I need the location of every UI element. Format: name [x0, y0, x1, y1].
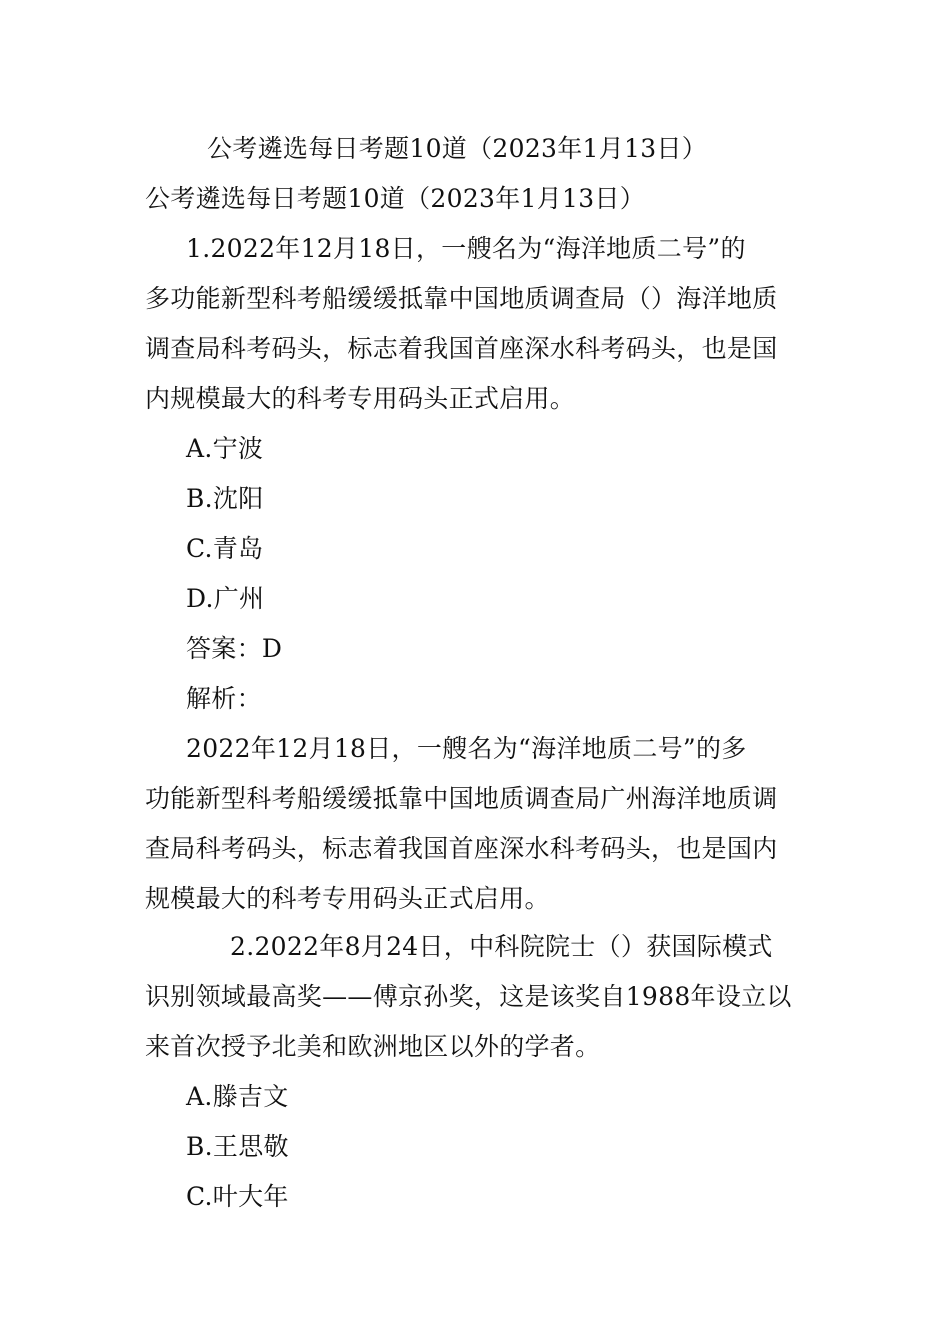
question-1-explanation-line: 2022年12月18日，一艘名为“海洋地质二号”的多: [186, 734, 747, 763]
question-1-explanation-line: 规模最大的科考专用码头正式启用。: [145, 884, 550, 913]
question-1-option-d: D.广州: [186, 584, 265, 613]
question-1-explanation-line: 查局科考码头，标志着我国首座深水科考码头，也是国内: [145, 834, 778, 863]
question-1-option-a: A.宁波: [186, 434, 264, 463]
question-2-option-a: A.滕吉文: [186, 1082, 289, 1111]
question-1-option-c: C.青岛: [186, 534, 264, 563]
question-1-text-line: 内规模最大的科考专用码头正式启用。: [145, 384, 576, 413]
question-2-text-line: 识别领域最高奖——傅京孙奖，这是该奖自1988年设立以: [145, 982, 792, 1011]
question-2-option-c: C.叶大年: [186, 1182, 289, 1211]
question-2-option-b: B.王思敬: [186, 1132, 289, 1161]
question-1-explanation-line: 功能新型科考船缓缓抵靠中国地质调查局广州海洋地质调: [145, 784, 778, 813]
question-2-text-line: 2.2022年8月24日，中科院院士（）获国际模式: [230, 932, 773, 961]
question-1-option-b: B.沈阳: [186, 484, 264, 513]
question-1-text-line: 调查局科考码头，标志着我国首座深水科考码头，也是国: [145, 334, 778, 363]
question-2-text-line: 来首次授予北美和欧洲地区以外的学者。: [145, 1032, 601, 1061]
question-1-text-line: 1.2022年12月18日，一艘名为“海洋地质二号”的: [186, 234, 746, 263]
question-1-text-line: 多功能新型科考船缓缓抵靠中国地质调查局（）海洋地质: [145, 284, 778, 313]
document-subtitle: 公考遴选每日考题10道（2023年1月13日）: [145, 184, 646, 213]
document-title: 公考遴选每日考题10道（2023年1月13日）: [207, 134, 708, 163]
question-1-explanation-label: 解析：: [186, 684, 262, 713]
question-1-answer: 答案：D: [186, 634, 283, 663]
